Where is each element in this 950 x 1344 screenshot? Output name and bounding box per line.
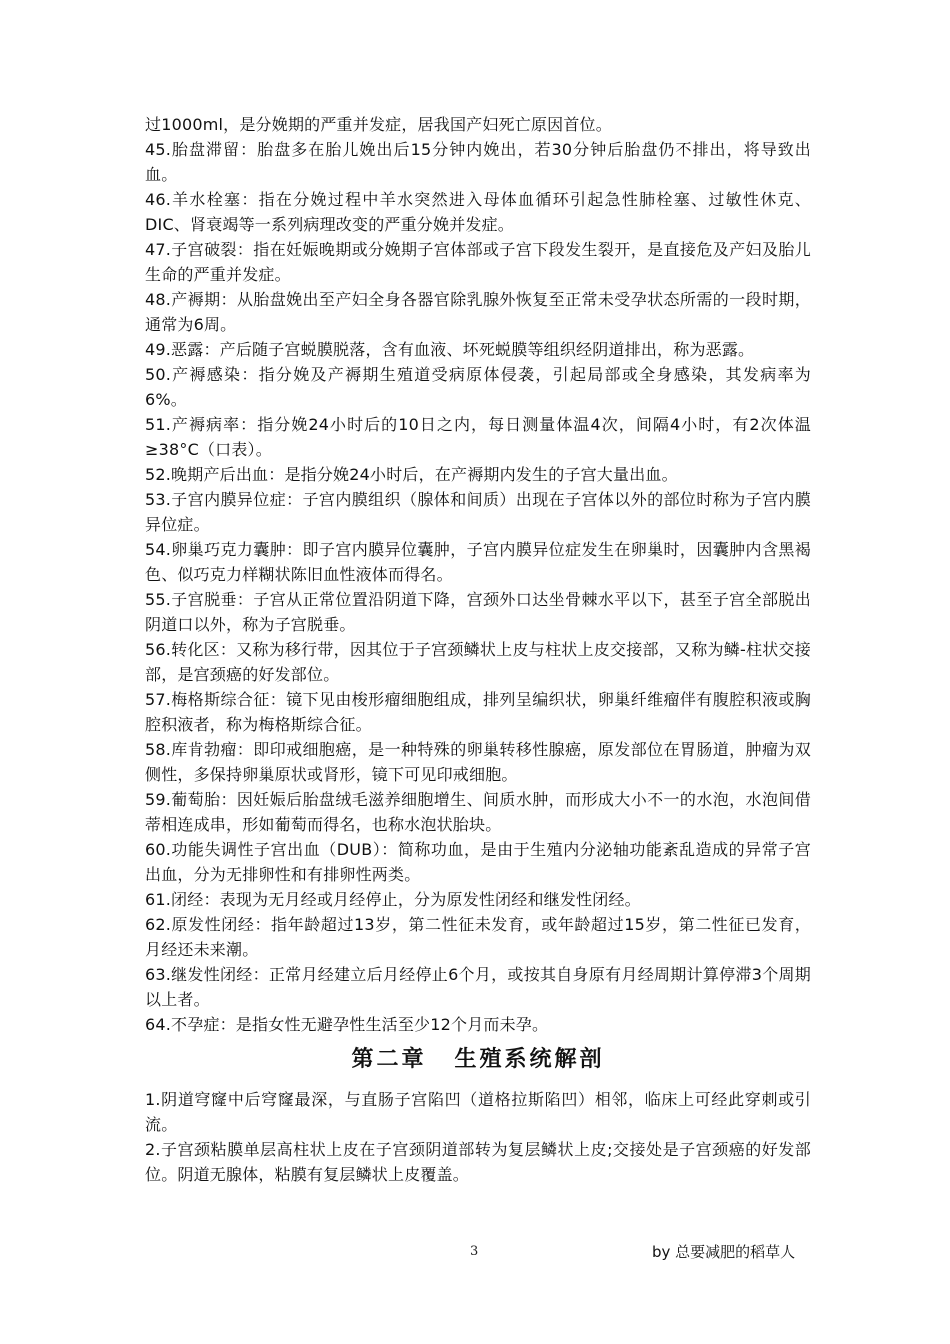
term-54-chocolate-cyst: 54.卵巢巧克力囊肿：即子宫内膜异位囊肿，子宫内膜异位症发生在卵巢时，因囊肿内含黑褐色、似巧克力样糊状陈旧血性液体而得名。	[145, 540, 811, 584]
term-50-puerperal-infection: 50.产褥感染：指分娩及产褥期生殖道受病原体侵袭，引起局部或全身感染，其发病率为6%。	[145, 365, 811, 409]
chapter-number: 第二章	[351, 1047, 427, 1072]
page-number: 3	[470, 1244, 479, 1259]
term-45-placenta-retention: 45.胎盘滞留：胎盘多在胎儿娩出后15分钟内娩出，若30分钟后胎盘仍不排出，将导致出血。	[145, 140, 811, 184]
term-49-lochia: 49.恶露：产后随子宫蜕膜脱落，含有血液、坏死蜕膜等组织经阴道排出，称为恶露。	[145, 340, 755, 359]
term-60-dub: 60.功能失调性子宫出血（DUB）：简称功血，是由于生殖内分泌轴功能紊乱造成的异常子宫出血，分为无排卵性和有排卵性两类。	[145, 840, 811, 884]
chapter-point-1: 1.阴道穹窿中后穹窿最深，与直肠子宫陷凹（道格拉斯陷凹）相邻，临床上可经此穿刺或引流。	[145, 1090, 811, 1134]
term-46-amniotic-embolism: 46.羊水栓塞：指在分娩过程中羊水突然进入母体血循环引起急性肺栓塞、过敏性休克、DIC、肾衰竭等一系列病理改变的严重分娩并发症。	[145, 190, 811, 234]
term-52-late-postpartum-hemorrhage: 52.晚期产后出血：是指分娩24小时后，在产褥期内发生的子宫大量出血。	[145, 465, 678, 484]
term-64-infertility: 64.不孕症：是指女性无避孕性生活至少12个月而未孕。	[145, 1015, 549, 1034]
term-56-transformation-zone: 56.转化区：又称为移行带，因其位于子宫颈鳞状上皮与柱状上皮交接部，又称为鳞-柱状交接部，是宫颈癌的好发部位。	[145, 640, 811, 684]
term-57-meigs-syndrome: 57.梅格斯综合征：镜下见由梭形瘤细胞组成，排列呈编织状，卵巢纤维瘤伴有腹腔积液或胸腔积液者，称为梅格斯综合征。	[145, 690, 811, 734]
term-53-endometriosis: 53.子宫内膜异位症：子宫内膜组织（腺体和间质）出现在子宫体以外的部位时称为子宫内膜异位症。	[145, 490, 811, 534]
term-63-secondary-amenorrhea: 63.继发性闭经：正常月经建立后月经停止6个月，或按其自身原有月经周期计算停滞3个周期以上者。	[145, 965, 811, 1009]
term-58-krukenberg-tumor: 58.库肯勃瘤：即印戒细胞癌，是一种特殊的卵巢转移性腺癌，原发部位在胃肠道，肿瘤为双侧性，多保持卵巢原状或肾形，镜下可见印戒细胞。	[145, 740, 811, 784]
chapter-heading	[145, 1043, 811, 1077]
term-61-amenorrhea: 61.闭经：表现为无月经或月经停止，分为原发性闭经和继发性闭经。	[145, 890, 641, 909]
page-content	[145, 112, 811, 1187]
term-62-primary-amenorrhea: 62.原发性闭经：指年龄超过13岁，第二性征未发育，或年龄超过15岁，第二性征已发育，月经还未来潮。	[145, 915, 811, 959]
chapter-title: 生殖系统解剖	[454, 1047, 605, 1072]
term-48-puerperium: 48.产褥期：从胎盘娩出至产妇全身各器官除乳腺外恢复至正常未受孕状态所需的一段时期，通常为6周。	[145, 290, 811, 334]
chapter-point-2: 2.子宫颈粘膜单层高柱状上皮在子宫颈阴道部转为复层鳞状上皮;交接处是子宫颈癌的好发部位。阴道无腺体，粘膜有复层鳞状上皮覆盖。	[145, 1140, 811, 1184]
term-47-uterine-rupture: 47.子宫破裂：指在妊娠晚期或分娩期子宫体部或子宫下段发生裂开，是直接危及产妇及胎儿生命的严重并发症。	[145, 240, 811, 284]
term-51-puerperal-morbidity: 51.产褥病率：指分娩24小时后的10日之内，每日测量体温4次，间隔4小时，有2次体温≥38°C（口表）。	[145, 415, 811, 459]
paragraph-continuation: 过1000ml，是分娩期的严重并发症，居我国产妇死亡原因首位。	[145, 115, 612, 134]
author-credit: by 总要减肥的稻草人	[652, 1243, 796, 1261]
term-55-uterine-prolapse: 55.子宫脱垂：子宫从正常位置沿阴道下降，宫颈外口达坐骨棘水平以下，甚至子宫全部脱出阴道口以外，称为子宫脱垂。	[145, 590, 811, 634]
term-59-hydatidiform-mole: 59.葡萄胎：因妊娠后胎盘绒毛滋养细胞增生、间质水肿，而形成大小不一的水泡，水泡间借蒂相连成串，形如葡萄而得名，也称水泡状胎块。	[145, 790, 811, 834]
